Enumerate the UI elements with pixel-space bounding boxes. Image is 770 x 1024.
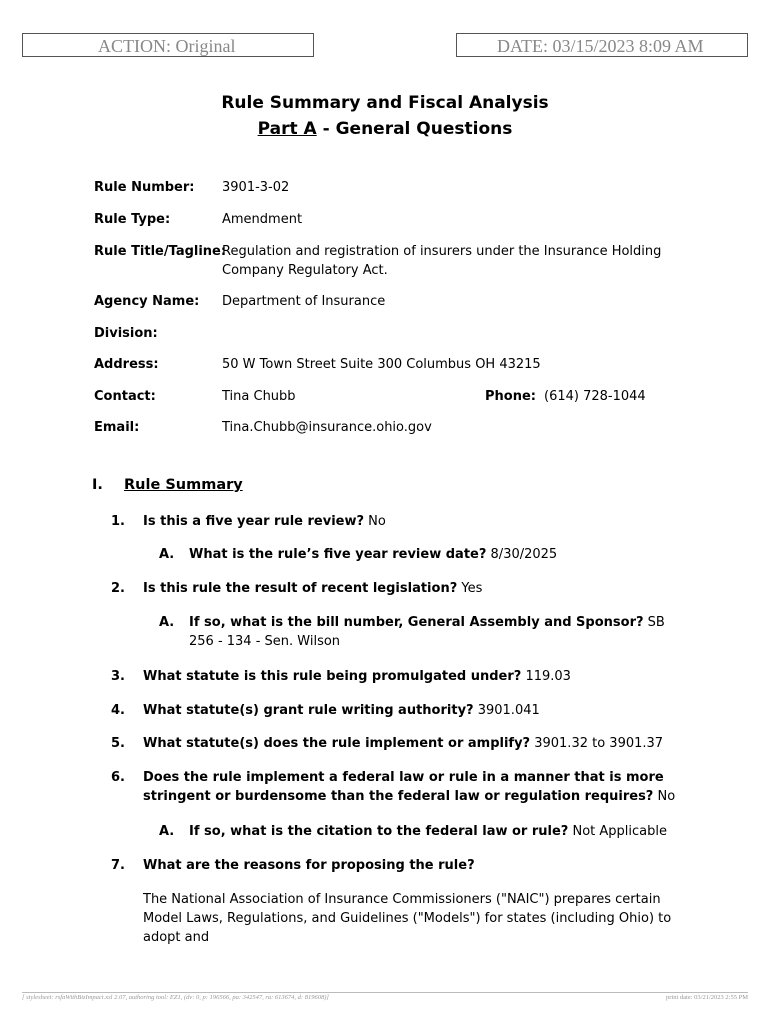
question-answer: 8/30/2025 xyxy=(486,547,558,562)
part-label: Part A xyxy=(257,119,317,139)
address-value: 50 W Town Street Suite 300 Columbus OH 43215 xyxy=(222,357,541,372)
rule-type-label: Rule Type: xyxy=(94,212,171,227)
question-number: A. xyxy=(159,615,175,630)
question-answer: 119.03 xyxy=(521,669,571,684)
question-number: A. xyxy=(159,547,175,562)
rule-title-value: Regulation and registration of insurers under the Insurance Holding Company Regulatory Act. xyxy=(222,244,662,278)
date-box: DATE: 03/15/2023 8:09 AM xyxy=(456,33,748,57)
question-6a xyxy=(159,822,679,841)
footer-divider xyxy=(22,992,748,993)
question-text: If so, what is the bill number, General Assembly and Sponsor? xyxy=(189,615,644,630)
phone-label: Phone: xyxy=(485,389,536,404)
question-answer: SB 256 - 134 - Sen. Wilson xyxy=(189,615,665,649)
question-number: 6. xyxy=(111,770,125,785)
question-answer: Not Applicable xyxy=(568,824,667,839)
document-subtitle xyxy=(0,119,770,139)
question-number: 3. xyxy=(111,669,125,684)
question-number: 7. xyxy=(111,858,125,873)
question-answer: Yes xyxy=(457,581,483,596)
question-2 xyxy=(111,579,671,598)
question-text: What are the reasons for proposing the rule? xyxy=(143,858,475,873)
question-text: Is this a five year rule review? xyxy=(143,514,365,529)
question-3 xyxy=(111,667,671,686)
question-text: What statute(s) does the rule implement or amplify? xyxy=(143,736,531,751)
address-label: Address: xyxy=(94,357,159,372)
question-1 xyxy=(111,512,671,531)
question-text: What statute(s) grant rule writing authority? xyxy=(143,703,474,718)
question-number: 1. xyxy=(111,514,125,529)
question-number: 2. xyxy=(111,581,125,596)
part-rest: - General Questions xyxy=(316,119,513,139)
question-7 xyxy=(111,856,671,875)
section-title: Rule Summary xyxy=(124,477,243,493)
question-number: 4. xyxy=(111,703,125,718)
question-answer: No xyxy=(364,514,386,529)
question-number: A. xyxy=(159,824,175,839)
question-1a xyxy=(159,545,679,564)
division-label: Division: xyxy=(94,326,158,341)
rule-title-label: Rule Title/Tagline: xyxy=(94,244,227,259)
phone-value: (614) 728-1044 xyxy=(544,389,646,404)
contact-label: Contact: xyxy=(94,389,156,404)
action-box: ACTION: Original xyxy=(22,33,314,57)
section-number: I. xyxy=(92,477,103,493)
question-answer: No xyxy=(653,789,676,804)
agency-value: Department of Insurance xyxy=(222,294,386,309)
question-text: What statute is this rule being promulgated under? xyxy=(143,669,522,684)
question-2a xyxy=(159,613,679,651)
reasons-paragraph: The National Association of Insurance Commissioners ("NAIC") prepares certain Model Laws, Regulations, and Guidelines ("Models") for states (including Ohio) to adopt and xyxy=(143,892,672,945)
contact-value: Tina Chubb xyxy=(222,389,296,404)
question-number: 5. xyxy=(111,736,125,751)
question-text: What is the rule’s five year review date? xyxy=(189,547,487,562)
rule-type-value: Amendment xyxy=(222,212,303,227)
footer-print-date: print date: 03/21/2023 2:55 PM xyxy=(666,994,748,1001)
rule-number-label: Rule Number: xyxy=(94,180,195,195)
agency-label: Agency Name: xyxy=(94,294,200,309)
question-text: Is this rule the result of recent legislation? xyxy=(143,581,458,596)
rule-number-value: 3901-3-02 xyxy=(222,180,290,195)
footer-stylesheet-info: [ stylesheet: rsfaWithBizImpact.xsl 2.07, authoring tool: EZ1, (dv: 0, p: 196566, pa: 342547, ra: 613674, d: 819608)] xyxy=(22,994,329,1001)
question-6 xyxy=(111,768,691,806)
email-value[interactable]: Tina.Chubb@insurance.ohio.gov xyxy=(222,420,432,435)
document-title: Rule Summary and Fiscal Analysis xyxy=(221,93,549,113)
question-4 xyxy=(111,701,671,720)
question-text: If so, what is the citation to the federal law or rule? xyxy=(189,824,569,839)
question-5 xyxy=(111,734,671,753)
question-answer: 3901.041 xyxy=(473,703,540,718)
question-answer: 3901.32 to 3901.37 xyxy=(530,736,664,751)
email-label: Email: xyxy=(94,420,140,435)
section-heading xyxy=(92,477,243,493)
question-text: Does the rule implement a federal law or rule in a manner that is more stringent or burdensome than the federal law or regulation requires? xyxy=(143,770,664,804)
